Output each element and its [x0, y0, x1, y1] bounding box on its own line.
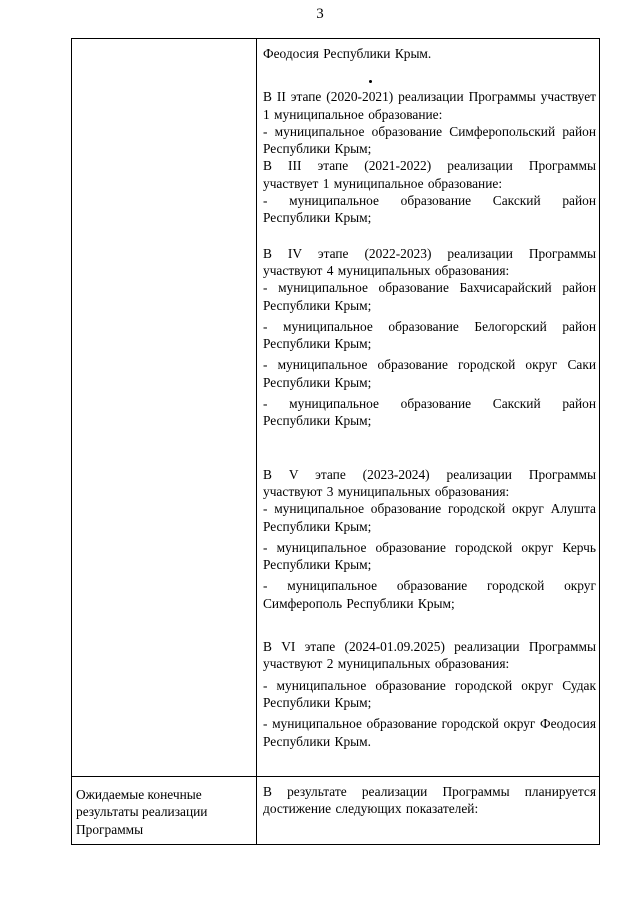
stage-item: - муниципальное образование городской округ Керчь Республики Крым;: [263, 539, 596, 573]
intro-tail-text: Феодосия Республики Крым.: [263, 46, 432, 61]
stage-item: - муниципальное образование Бахчисарайский район Республики Крым;: [263, 280, 596, 313]
stage-6-block: [263, 638, 596, 750]
expected-results-label: Ожидаемые конечные результаты реализации Программы: [76, 787, 208, 837]
stage-heading: В VI этапе (2024-01.09.2025) реализации Программы участвуют 2 муниципальных образования:: [263, 639, 596, 672]
stage-3-block: [263, 157, 596, 226]
stage-item: - муниципальное образование городской округ Алушта Республики Крым;: [263, 501, 596, 534]
stage-heading: В III этапе (2021-2022) реализации Программы участвует 1 муниципальное образование:: [263, 158, 596, 191]
stage-item: - муниципальное образование городской округ Судак Республики Крым;: [263, 677, 596, 710]
expected-results-text: В результате реализации Программы планируется достижение следующих показателей:: [263, 784, 596, 817]
expected-results-label-cell: [72, 777, 257, 845]
stage-item: - муниципальное образование Сакский район Республики Крым;: [263, 193, 596, 226]
stage-item: - муниципальное образование городской округ Феодосия Республики Крым.: [263, 716, 596, 749]
stage-item: - муниципальное образование Симферопольский район Республики Крым;: [263, 123, 596, 157]
program-passport-table: [71, 38, 600, 845]
expected-results-text-cell: [257, 777, 600, 845]
stage-2-block: [263, 88, 596, 157]
stage-5-block: [263, 466, 596, 612]
table-row-expected-results: [72, 777, 600, 845]
stage-heading: В IV этапе (2022-2023) реализации Программы участвуют 4 муниципальных образования:: [263, 245, 596, 278]
stage-item: - муниципальное образование Белогорский район Республики Крым;: [263, 318, 596, 352]
stage-heading: В V этапе (2023-2024) реализации Программы участвуют 3 муниципальных образования:: [263, 466, 596, 499]
stage-heading: В II этапе (2020-2021) реализации Программы участвует 1 муниципальное образование:: [263, 89, 596, 122]
stage-4-block: [263, 245, 596, 430]
left-cell-empty: [72, 39, 257, 777]
stage-item: - муниципальное образование Сакский район Республики Крым;: [263, 396, 596, 429]
stage-item: - муниципальное образование городской округ Саки Республики Крым;: [263, 357, 596, 390]
stage-item: - муниципальное образование городской округ Симферополь Республики Крым;: [263, 578, 596, 611]
page-number: 3: [316, 6, 324, 22]
table-row-stages: [72, 39, 600, 777]
stages-cell: [257, 39, 600, 777]
